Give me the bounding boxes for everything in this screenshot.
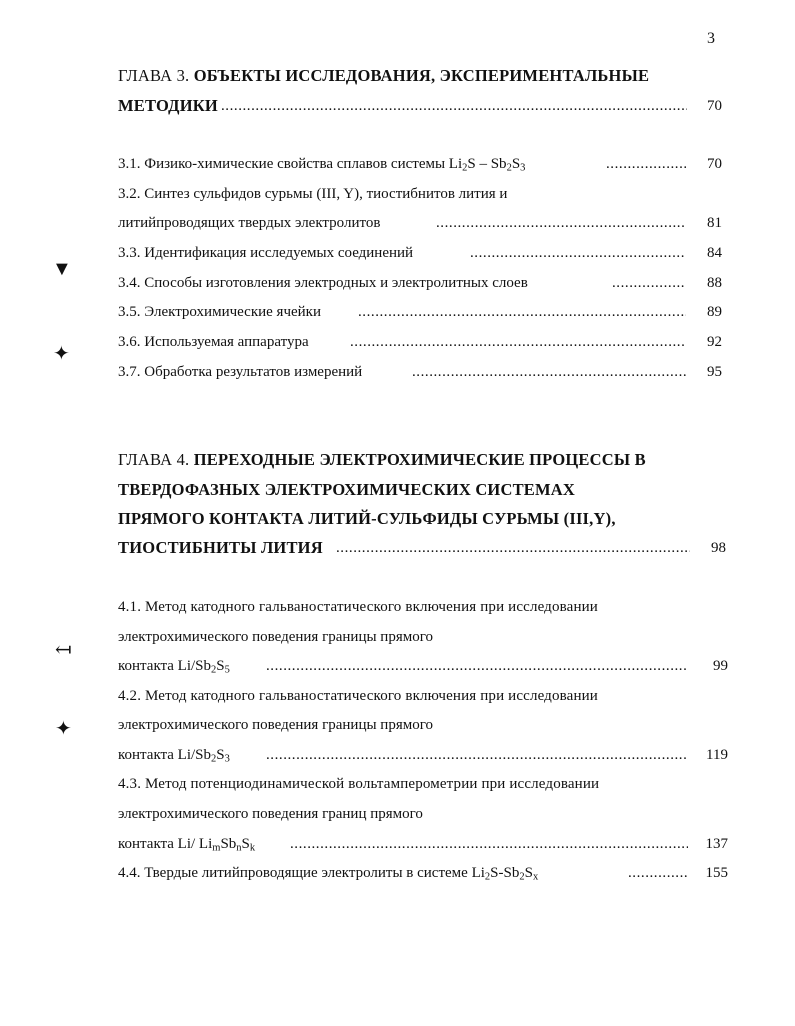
- leader-dots: [628, 863, 688, 883]
- formula-part: Sb: [220, 836, 237, 852]
- toc-entry-3-2-line2: литийпроводящих твердых электролитов: [118, 215, 381, 231]
- subscript: n: [236, 842, 242, 854]
- formula-part: S: [524, 865, 533, 881]
- toc-entry-4-4-page: 155: [705, 865, 728, 881]
- margin-mark: ▼: [52, 258, 72, 280]
- chapter-3-prefix: ГЛАВА 3.: [118, 66, 194, 85]
- leader-dots: [470, 243, 686, 263]
- toc-entry-4-1-line1: 4.1. Метод катодного гальваностатического включения при исследовании: [118, 599, 598, 615]
- toc-entry-3-5-page: 89: [707, 304, 722, 320]
- formula-part: S-Sb: [490, 865, 520, 881]
- subscript: 2: [484, 871, 491, 883]
- margin-mark: ↤: [55, 639, 72, 661]
- toc-entry-4-3-page: 137: [705, 836, 728, 852]
- leader-dots: [612, 273, 686, 293]
- subscript: 3: [224, 753, 230, 765]
- toc-entry-4-4-text: 4.4. Твердые литийпроводящие электролиты в системе Li: [118, 865, 485, 881]
- toc-entry-4-3-line3-text: контакта Li/ Li: [118, 836, 213, 852]
- toc-entry-3-1-text: 3.1. Физико-химические свойства сплавов системы Li: [118, 156, 463, 172]
- chapter-4-title-line3: ПРЯМОГО КОНТАКТА ЛИТИЙ-СУЛЬФИДЫ СУРЬМЫ (III,Y),: [118, 509, 616, 528]
- leader-dots: [358, 302, 686, 322]
- leader-dots: [290, 834, 688, 854]
- leader-dots: [266, 745, 686, 765]
- chapter-3-page: 70: [707, 98, 722, 114]
- subscript: k: [249, 842, 256, 854]
- toc-entry-4-4: [118, 863, 538, 883]
- margin-mark: ✦: [53, 343, 70, 365]
- subscript: 2: [519, 871, 525, 883]
- toc-entry-4-1-page: 99: [713, 658, 728, 674]
- leader-dots: [436, 213, 686, 233]
- toc-entry-3-1-page: 70: [707, 156, 722, 172]
- toc-entry-4-1-line3: [118, 656, 230, 676]
- subscript: 2: [211, 664, 217, 676]
- toc-entry-4-3-line1: 4.3. Метод потенциодинамической вольтамперометрии при исследовании: [118, 776, 600, 792]
- toc-entry-4-2-page: 119: [706, 747, 728, 763]
- toc-entry-4-3-line2: электрохимического поведения границ прямого: [118, 806, 423, 822]
- chapter-4-title-line4: ТИОСТИБНИТЫ ЛИТИЯ: [118, 538, 323, 557]
- subscript: 2: [506, 162, 512, 174]
- toc-entry-3-7: 3.7. Обработка результатов измерений: [118, 364, 363, 380]
- toc-entry-4-2-line1: 4.2. Метод катодного гальваностатического включения при исследовании: [118, 688, 598, 704]
- toc-entry-3-2-page: 81: [707, 215, 722, 231]
- margin-mark: ✦: [55, 718, 72, 740]
- toc-entry-3-3: 3.3. Идентификация исследуемых соединений: [118, 245, 414, 261]
- subscript: 2: [211, 753, 217, 765]
- toc-entry-3-1: [118, 154, 525, 174]
- chapter-4-title-line1: ПЕРЕХОДНЫЕ ЭЛЕКТРОХИМИЧЕСКИЕ ПРОЦЕССЫ В: [193, 450, 646, 469]
- subscript: 5: [224, 664, 230, 676]
- chapter-3-title-line1: ОБЪЕКТЫ ИССЛЕДОВАНИЯ, ЭКСПЕРИМЕНТАЛЬНЫЕ: [193, 66, 650, 85]
- formula-part: S: [511, 156, 521, 172]
- toc-entry-3-4: 3.4. Способы изготовления электродных и электролитных слоев: [118, 275, 528, 291]
- chapter-4-heading: [118, 450, 646, 470]
- leader-dots: [412, 362, 686, 382]
- formula-part: S – Sb: [467, 156, 507, 172]
- formula-part: S: [216, 747, 225, 763]
- chapter-3-title-line2: МЕТОДИКИ: [118, 96, 218, 115]
- toc-entry-4-2-line3: [118, 745, 230, 765]
- toc-entry-4-2-line2: электрохимического поведения границы прямого: [118, 717, 433, 733]
- subscript: 2: [462, 162, 468, 174]
- chapter-3-heading: [118, 66, 649, 86]
- toc-entry-3-7-page: 95: [707, 364, 722, 380]
- subscript: 3: [520, 162, 526, 174]
- toc-entry-4-3-line3: [118, 834, 255, 854]
- subscript: m: [212, 842, 221, 854]
- leader-dots: [336, 538, 690, 558]
- subscript: x: [532, 871, 539, 883]
- leader-dots: [266, 656, 686, 676]
- page-number: 3: [707, 30, 715, 47]
- toc-entry-3-3-page: 84: [707, 245, 722, 261]
- toc-entry-3-6: 3.6. Используемая аппаратура: [118, 334, 309, 350]
- leader-dots: [221, 96, 687, 116]
- chapter-4-page: 98: [711, 540, 726, 556]
- toc-entry-3-4-page: 88: [707, 275, 722, 291]
- toc-entry-4-1-line3-text: контакта Li/Sb: [118, 658, 212, 674]
- toc-entry-3-5: 3.5. Электрохимические ячейки: [118, 304, 321, 320]
- leader-dots: [350, 332, 686, 352]
- formula-part: S: [241, 836, 250, 852]
- toc-entry-4-2-line3-text: контакта Li/Sb: [118, 747, 212, 763]
- chapter-4-prefix: ГЛАВА 4.: [118, 450, 194, 469]
- toc-entry-3-6-page: 92: [707, 334, 722, 350]
- toc-entry-4-1-line2: электрохимического поведения границы прямого: [118, 629, 433, 645]
- formula-part: S: [216, 658, 225, 674]
- leader-dots: [606, 154, 686, 174]
- toc-entry-3-2-line1: 3.2. Синтез сульфидов сурьмы (III, Y), тиостибнитов лития и: [118, 186, 508, 202]
- chapter-4-title-line2: ТВЕРДОФАЗНЫХ ЭЛЕКТРОХИМИЧЕСКИХ СИСТЕМАХ: [118, 480, 575, 499]
